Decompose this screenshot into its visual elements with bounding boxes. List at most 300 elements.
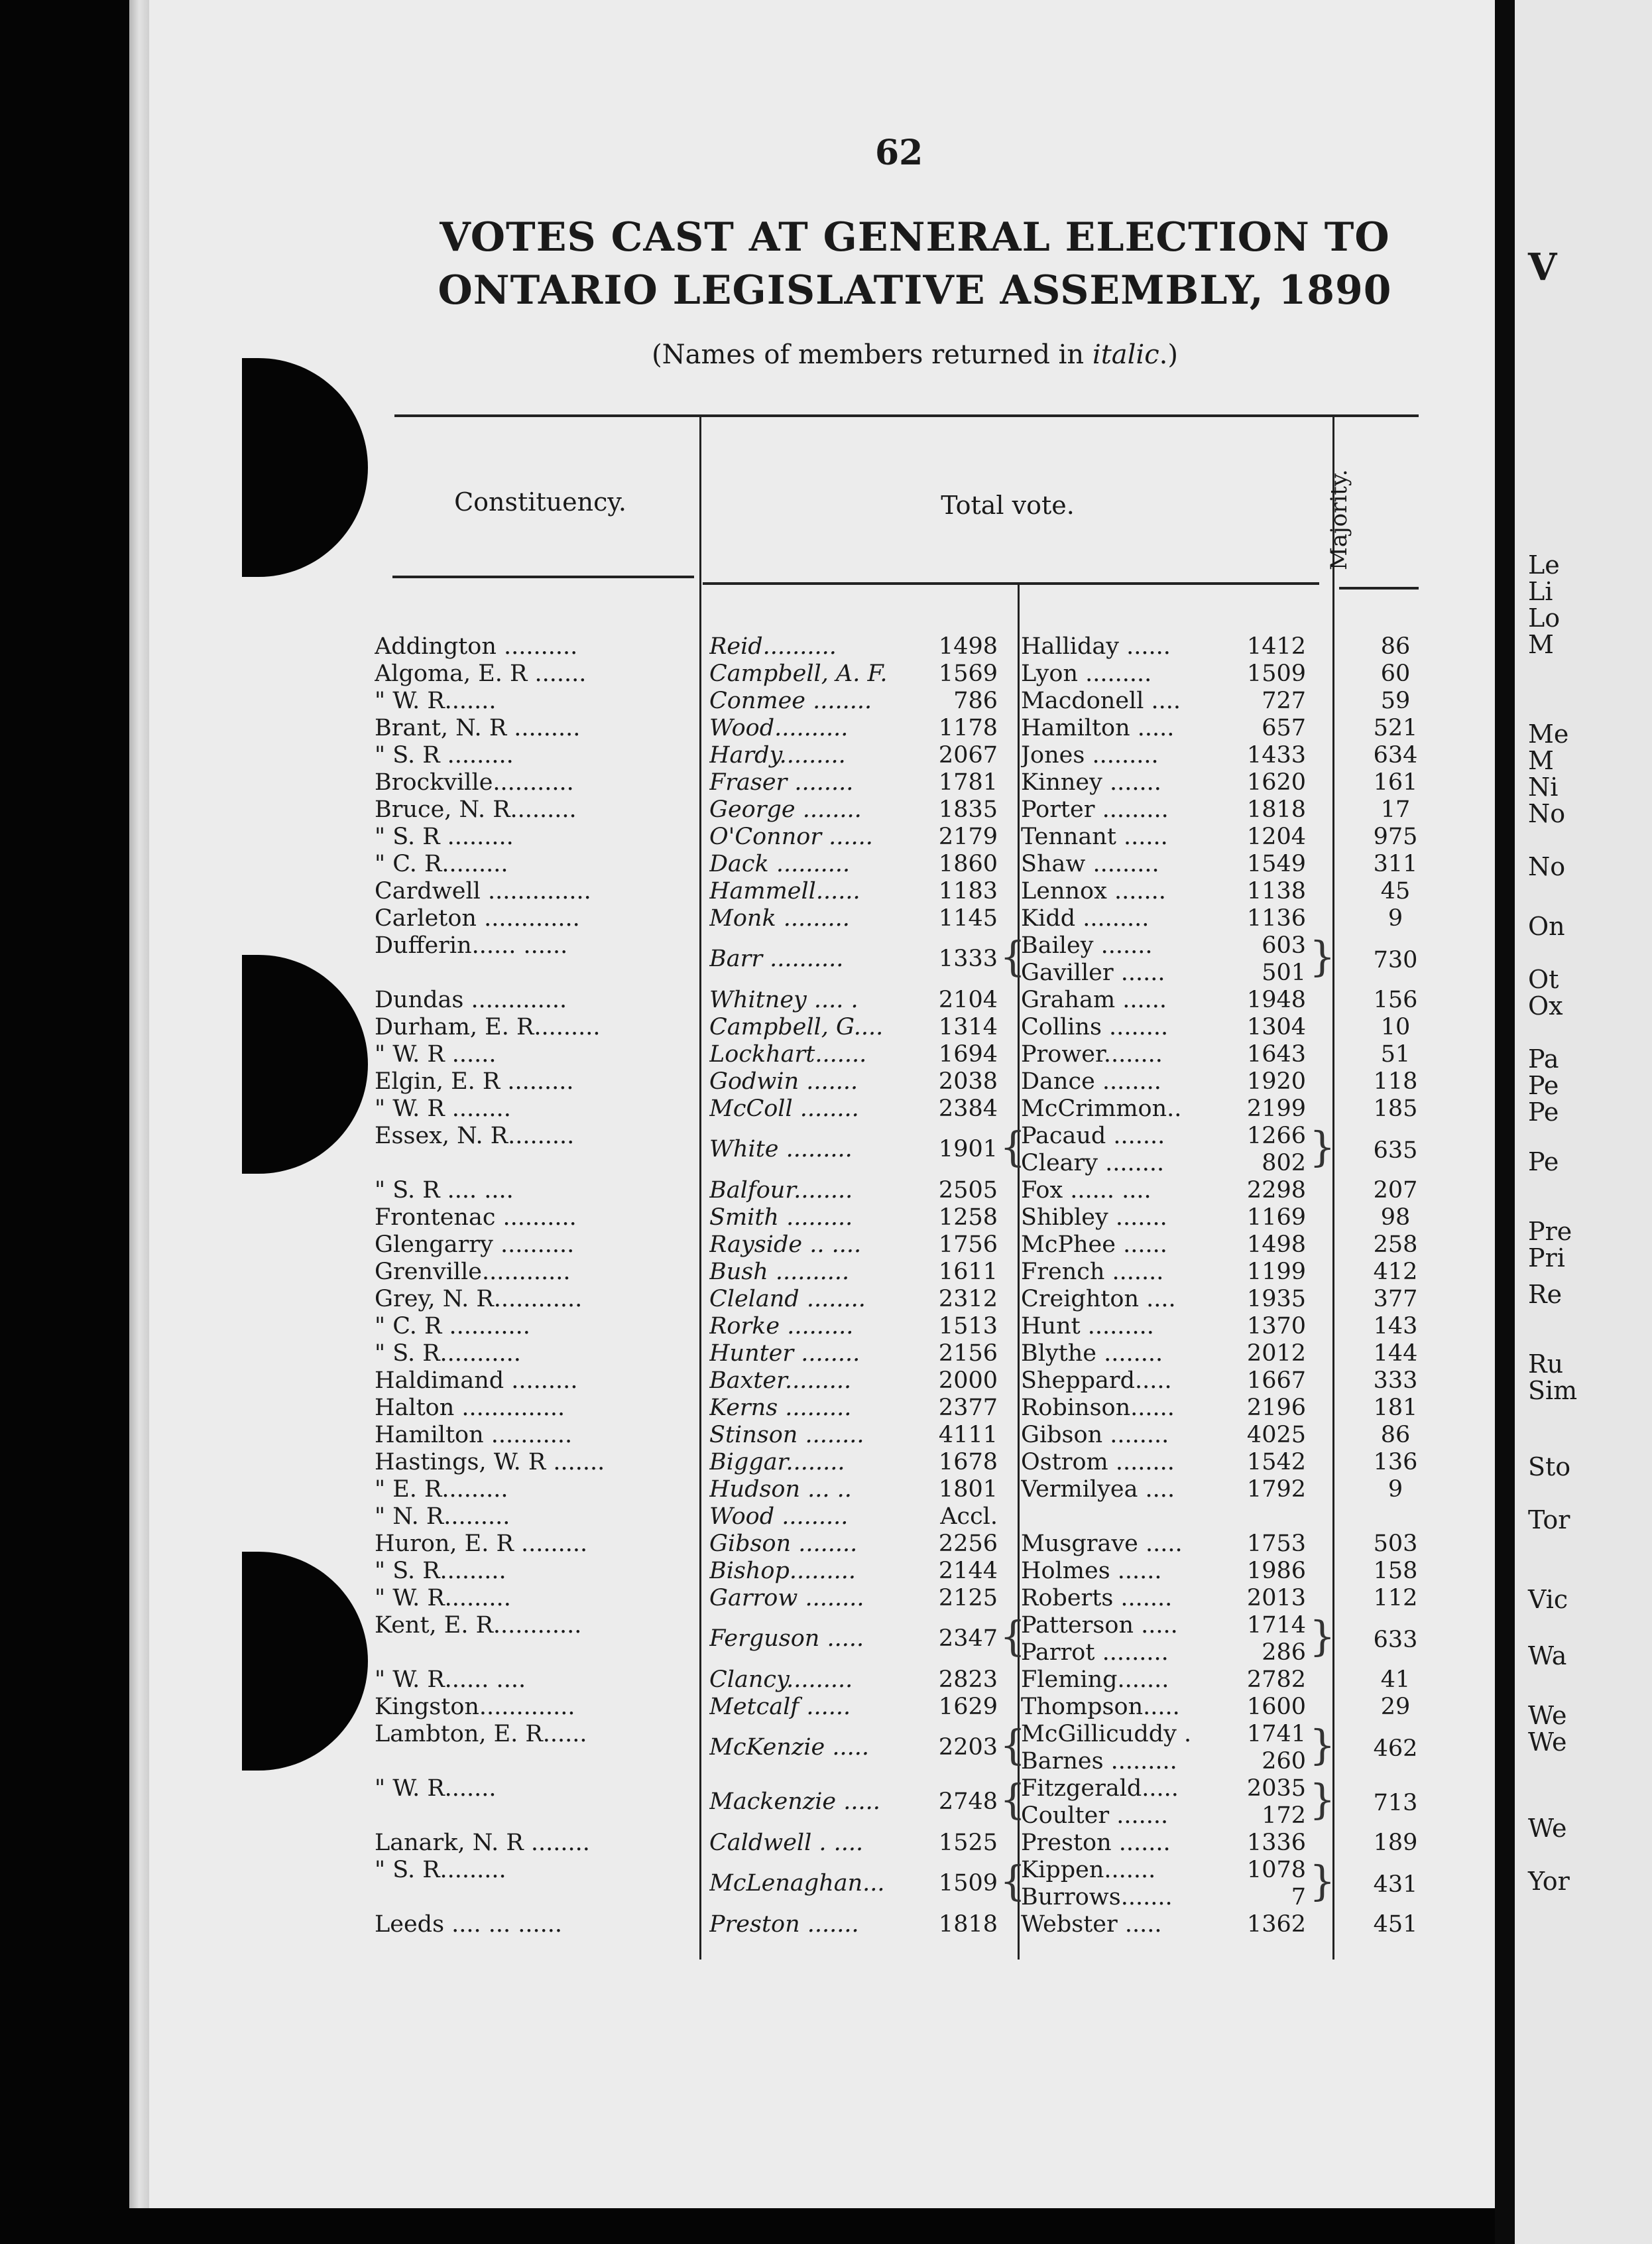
member-cell: Bush ..........	[709, 1259, 850, 1285]
majority-cell: 635	[1373, 1137, 1418, 1164]
adjacent-page	[1515, 0, 1652, 2244]
member-votes-cell: 1509	[938, 1870, 998, 1897]
table-row	[371, 878, 1498, 905]
table-row	[371, 660, 1498, 688]
opponent-cell: Creighton ....	[1021, 1286, 1176, 1312]
majority-cell: 181	[1373, 1395, 1418, 1421]
constituency-cell: Halton ..............	[375, 1395, 565, 1421]
constituency-cell: " W. R.......	[375, 688, 497, 714]
constituency-cell: Kent, E. R............	[375, 1612, 582, 1639]
adjacent-page-fragment: No	[1528, 799, 1566, 828]
majority-cell: 633	[1373, 1627, 1418, 1653]
member-votes-cell: 1781	[938, 769, 998, 796]
majority-cell: 158	[1373, 1558, 1418, 1584]
opponent-cell: Halliday ......	[1021, 633, 1171, 660]
member-cell: Campbell, G....	[709, 1014, 884, 1040]
majority-cell: 86	[1380, 633, 1411, 660]
constituency-cell: Bruce, N. R.........	[375, 796, 577, 823]
table-row	[371, 742, 1498, 769]
opponent-cell: Preston .......	[1021, 1830, 1171, 1856]
header-rule-top	[394, 414, 1419, 417]
opponent-cell: Hamilton .....	[1021, 715, 1175, 741]
majority-cell: 207	[1373, 1177, 1418, 1204]
opponent-votes-cell: 1266	[1246, 1123, 1306, 1149]
table-row	[371, 1068, 1498, 1095]
member-cell: Balfour........	[709, 1177, 853, 1204]
constituency-cell: " E. R.........	[375, 1476, 508, 1503]
page-number: 62	[875, 133, 923, 173]
constituency-cell: Hastings, W. R .......	[375, 1449, 605, 1475]
opponent-votes-cell: 1753	[1246, 1530, 1306, 1557]
member-cell: Dack ..........	[709, 851, 851, 877]
opponent-cell: Barnes .........	[1021, 1748, 1177, 1775]
opponent-votes-cell: 1412	[1246, 633, 1306, 660]
member-cell: Rorke .........	[709, 1313, 854, 1340]
opponent-votes-cell: 2196	[1246, 1395, 1306, 1421]
constituency-cell: Lanark, N. R ........	[375, 1830, 590, 1856]
adjacent-page-fragment: Pri	[1528, 1243, 1565, 1273]
member-votes-cell: 1333	[938, 946, 998, 972]
table-row	[371, 987, 1498, 1014]
opponent-votes-cell: 727	[1262, 688, 1306, 714]
member-cell: Clancy.........	[709, 1666, 853, 1693]
constituency-cell: " W. R.........	[375, 1585, 511, 1611]
member-cell: Lockhart.......	[709, 1041, 867, 1068]
opponent-votes-cell: 1643	[1246, 1041, 1306, 1068]
adjacent-page-fragment: We	[1528, 1701, 1567, 1730]
adjacent-page-fragment: Ot	[1528, 965, 1559, 994]
member-cell: White .........	[709, 1136, 853, 1162]
member-votes-cell: 1513	[938, 1313, 998, 1340]
member-votes-cell: 1569	[938, 660, 998, 687]
opponent-cell: Gaviller ......	[1021, 960, 1165, 986]
adjacent-page-fragment: Li	[1528, 577, 1553, 606]
constituency-cell: Lambton, E. R......	[375, 1721, 587, 1747]
constituency-cell: Haldimand .........	[375, 1367, 578, 1394]
member-cell: Fraser ........	[709, 769, 854, 796]
opponent-votes-cell: 1667	[1246, 1367, 1306, 1394]
table-row	[371, 1775, 1498, 1830]
member-votes-cell: 1756	[938, 1231, 998, 1258]
member-cell: Caldwell . ....	[709, 1830, 864, 1856]
table-row	[371, 1857, 1498, 1911]
opponent-cell: French .......	[1021, 1259, 1164, 1285]
majority-cell: 713	[1373, 1790, 1418, 1816]
opponent-votes-cell: 1138	[1246, 878, 1306, 904]
opponent-cell: Shaw .........	[1021, 851, 1159, 877]
member-votes-cell: 2384	[938, 1095, 998, 1122]
opponent-cell: Parrot .........	[1021, 1639, 1169, 1666]
majority-cell: 17	[1380, 796, 1411, 823]
table-row	[371, 1558, 1498, 1585]
constituency-cell: " S. R .........	[375, 742, 514, 769]
member-cell: Baxter.........	[709, 1367, 852, 1394]
opponent-votes-cell: 1948	[1246, 987, 1306, 1013]
opponent-cell: Prower........	[1021, 1041, 1163, 1068]
table-row	[371, 1585, 1498, 1612]
member-cell: Stinson ........	[709, 1422, 864, 1448]
member-cell: Rayside .. ....	[709, 1231, 862, 1258]
table-row	[371, 1911, 1498, 1938]
constituency-cell: Dundas .............	[375, 987, 567, 1013]
brace-mark: }	[1309, 1775, 1336, 1824]
opponent-votes-cell: 1714	[1246, 1612, 1306, 1639]
majority-cell: 51	[1380, 1041, 1411, 1068]
brace-mark: }	[1309, 1612, 1336, 1660]
opponent-votes-cell: 260	[1262, 1748, 1306, 1775]
opponent-votes-cell: 1741	[1246, 1721, 1306, 1747]
constituency-cell: Huron, E. R .........	[375, 1530, 588, 1557]
majority-cell: 59	[1380, 688, 1411, 714]
member-votes-cell: 1901	[938, 1136, 998, 1162]
brace-mark: {	[1000, 1857, 1026, 1905]
member-cell: Gibson ........	[709, 1530, 858, 1557]
table-row	[371, 1395, 1498, 1422]
majority-cell: 156	[1373, 987, 1418, 1013]
opponent-cell: Kinney .......	[1021, 769, 1161, 796]
member-votes-cell: 4111	[938, 1422, 998, 1448]
opponent-cell: McCrimmon..	[1021, 1095, 1182, 1122]
adjacent-page-fragment: Ox	[1528, 991, 1563, 1021]
member-votes-cell: 1258	[938, 1204, 998, 1231]
opponent-cell: Sheppard.....	[1021, 1367, 1172, 1394]
adjacent-page-fragment: M	[1528, 746, 1554, 775]
majority-cell: 10	[1380, 1014, 1411, 1040]
adjacent-page-fragment: V	[1528, 245, 1557, 289]
header-majority: Majority.	[1326, 469, 1352, 570]
member-votes-cell: 1629	[938, 1694, 998, 1720]
majority-cell: 634	[1373, 742, 1418, 769]
member-cell: Monk .........	[709, 905, 850, 932]
opponent-cell: Hunt .........	[1021, 1313, 1154, 1340]
majority-cell: 377	[1373, 1286, 1418, 1312]
member-votes-cell: 2000	[938, 1367, 998, 1394]
majority-cell: 86	[1380, 1422, 1411, 1448]
opponent-cell: Jones .........	[1021, 742, 1159, 769]
constituency-cell: " W. R ........	[375, 1095, 511, 1122]
member-cell: McLenaghan...	[709, 1870, 885, 1897]
opponent-cell: Collins ........	[1021, 1014, 1169, 1040]
majority-cell: 431	[1373, 1871, 1418, 1898]
constituency-cell: Algoma, E. R .......	[375, 660, 587, 687]
member-votes-cell: 2038	[938, 1068, 998, 1095]
opponent-votes-cell: 1792	[1246, 1476, 1306, 1503]
member-votes-cell: 2505	[938, 1177, 998, 1204]
member-cell: Reid..........	[709, 633, 837, 660]
opponent-votes-cell: 1169	[1246, 1204, 1306, 1231]
opponent-cell: Bailey .......	[1021, 932, 1153, 959]
table-row	[371, 1530, 1498, 1558]
constituency-cell: Grey, N. R............	[375, 1286, 583, 1312]
adjacent-page-fragment: Pe	[1528, 1097, 1559, 1127]
member-votes-cell: 2312	[938, 1286, 998, 1312]
constituency-cell: " S. R .... ....	[375, 1177, 514, 1204]
constituency-cell: Brant, N. R .........	[375, 715, 581, 741]
constituency-cell: Hamilton ...........	[375, 1422, 573, 1448]
member-votes-cell: Accl.	[940, 1503, 998, 1530]
opponent-cell: Roberts .......	[1021, 1585, 1173, 1611]
member-votes-cell: 2347	[938, 1625, 998, 1652]
adjacent-page-fragment: M	[1528, 630, 1554, 659]
member-cell: Metcalf ......	[709, 1694, 851, 1720]
majority-cell: 144	[1373, 1340, 1418, 1367]
opponent-cell: Macdonell ....	[1021, 688, 1181, 714]
majority-cell: 112	[1373, 1585, 1418, 1611]
majority-cell: 9	[1387, 905, 1403, 932]
subtitle-text: (Names of members returned in	[652, 340, 1092, 370]
member-cell: Biggar........	[709, 1449, 845, 1475]
constituency-cell: Cardwell ..............	[375, 878, 591, 904]
majority-cell: 521	[1373, 715, 1418, 741]
adjacent-page-fragment: Lo	[1528, 603, 1561, 633]
opponent-votes-cell: 2199	[1246, 1095, 1306, 1122]
majority-cell: 503	[1373, 1530, 1418, 1557]
opponent-cell: Porter .........	[1021, 796, 1169, 823]
constituency-cell: " S. R...........	[375, 1340, 521, 1367]
opponent-votes-cell: 802	[1262, 1150, 1306, 1176]
member-votes-cell: 1525	[938, 1830, 998, 1856]
majority-cell: 60	[1380, 660, 1411, 687]
brace-mark: {	[1000, 1775, 1026, 1824]
majority-cell: 311	[1373, 851, 1418, 877]
table-row	[371, 1204, 1498, 1231]
table-row	[371, 1830, 1498, 1857]
adjacent-page-fragment: Vic	[1528, 1585, 1568, 1614]
member-votes-cell: 1801	[938, 1476, 998, 1503]
majority-cell: 29	[1380, 1694, 1411, 1720]
member-cell: Preston .......	[709, 1911, 859, 1938]
opponent-cell: Kidd .........	[1021, 905, 1150, 932]
majority-cell: 9	[1387, 1476, 1403, 1503]
member-votes-cell: 2748	[938, 1788, 998, 1815]
adjacent-page-fragment: Ni	[1528, 773, 1559, 802]
constituency-cell: " S. R.........	[375, 1857, 506, 1883]
member-votes-cell: 1818	[938, 1911, 998, 1938]
page-tab-notch	[242, 955, 368, 1174]
opponent-votes-cell: 1136	[1246, 905, 1306, 932]
table-row	[371, 1721, 1498, 1775]
member-cell: Hammell......	[709, 878, 860, 904]
member-votes-cell: 2823	[938, 1666, 998, 1693]
adjacent-page-fragment: Le	[1528, 550, 1560, 580]
table-row	[371, 1503, 1498, 1530]
opponent-votes-cell: 2298	[1246, 1177, 1306, 1204]
opponent-votes-cell: 1498	[1246, 1231, 1306, 1258]
opponent-votes-cell: 1304	[1246, 1014, 1306, 1040]
subtitle	[398, 340, 1432, 370]
majority-cell: 98	[1380, 1204, 1411, 1231]
opponent-cell: Lennox .......	[1021, 878, 1166, 904]
table-row	[371, 1041, 1498, 1068]
member-votes-cell: 2104	[938, 987, 998, 1013]
constituency-cell: Leeds .... ... ......	[375, 1911, 563, 1938]
page-title: VOTES CAST AT GENERAL ELECTION TO ONTARIO LEGISLATIVE ASSEMBLY, 1890	[438, 214, 1392, 314]
adjacent-page-fragment: On	[1528, 912, 1565, 941]
constituency-cell: Addington ..........	[375, 633, 578, 660]
header-rule-constituency	[392, 576, 694, 578]
majority-cell: 975	[1373, 824, 1418, 850]
constituency-cell: Grenville............	[375, 1259, 571, 1285]
adjacent-page-fragment: Pa	[1528, 1044, 1559, 1074]
constituency-cell: Elgin, E. R .........	[375, 1068, 574, 1095]
opponent-votes-cell: 603	[1262, 932, 1306, 959]
adjacent-page-fragment: Sim	[1528, 1376, 1578, 1405]
constituency-cell: Durham, E. R.........	[375, 1014, 601, 1040]
opponent-votes-cell: 7	[1291, 1884, 1306, 1910]
opponent-votes-cell: 2782	[1246, 1666, 1306, 1693]
opponent-cell: Holmes ......	[1021, 1558, 1162, 1584]
opponent-cell: Robinson......	[1021, 1395, 1175, 1421]
member-cell: McColl ........	[709, 1095, 859, 1122]
header-rule-total	[703, 582, 1319, 585]
member-votes-cell: 2203	[938, 1734, 998, 1761]
table-row	[371, 1612, 1498, 1666]
brace-mark: }	[1309, 1857, 1336, 1905]
opponent-cell: Coulter .......	[1021, 1802, 1169, 1829]
table-row	[371, 769, 1498, 796]
table-row	[371, 1666, 1498, 1694]
subtitle-emph: italic	[1092, 340, 1159, 370]
opponent-votes-cell: 1549	[1246, 851, 1306, 877]
member-cell: McKenzie .....	[709, 1734, 870, 1761]
table-row	[371, 1123, 1498, 1177]
majority-cell: 189	[1373, 1830, 1418, 1856]
member-votes-cell: 2179	[938, 824, 998, 850]
table-row	[371, 1095, 1498, 1123]
constituency-cell: Essex, N. R.........	[375, 1123, 575, 1149]
table-row	[371, 1259, 1498, 1286]
brace-mark: {	[1000, 1612, 1026, 1660]
adjacent-page-fragment: Ru	[1528, 1349, 1564, 1379]
opponent-cell: Cleary ........	[1021, 1150, 1165, 1176]
adjacent-page-fragment: We	[1528, 1814, 1567, 1843]
page-tab-notch	[242, 358, 368, 577]
majority-cell: 258	[1373, 1231, 1418, 1258]
results-table	[371, 633, 1498, 1938]
member-cell: O'Connor ......	[709, 824, 873, 850]
table-row	[371, 1014, 1498, 1041]
opponent-cell: Dance ........	[1021, 1068, 1161, 1095]
majority-cell: 730	[1373, 947, 1418, 973]
member-votes-cell: 2125	[938, 1585, 998, 1611]
table-row	[371, 1694, 1498, 1721]
opponent-cell: Shibley .......	[1021, 1204, 1167, 1231]
table-row	[371, 1476, 1498, 1503]
opponent-votes-cell: 1509	[1246, 660, 1306, 687]
adjacent-page-fragment: No	[1528, 852, 1566, 881]
opponent-cell: Gibson ........	[1021, 1422, 1169, 1448]
majority-cell: 185	[1373, 1095, 1418, 1122]
opponent-cell: Ostrom ........	[1021, 1449, 1175, 1475]
member-votes-cell: 2144	[938, 1558, 998, 1584]
adjacent-page-fragment: Me	[1528, 719, 1569, 749]
member-votes-cell: 2156	[938, 1340, 998, 1367]
opponent-votes-cell: 1920	[1246, 1068, 1306, 1095]
majority-cell: 462	[1373, 1735, 1418, 1762]
opponent-cell: Blythe ........	[1021, 1340, 1163, 1367]
opponent-cell: McPhee ......	[1021, 1231, 1167, 1258]
majority-cell: 412	[1373, 1259, 1418, 1285]
constituency-cell: Brockville...........	[375, 769, 574, 796]
table-row	[371, 1367, 1498, 1395]
member-cell: Campbell, A. F.	[709, 660, 888, 687]
opponent-cell: Vermilyea ....	[1021, 1476, 1175, 1503]
constituency-cell: " S. R .........	[375, 824, 514, 850]
opponent-votes-cell: 2012	[1246, 1340, 1306, 1367]
table-row	[371, 932, 1498, 987]
member-votes-cell: 2256	[938, 1530, 998, 1557]
member-cell: Wood .........	[709, 1503, 849, 1530]
member-votes-cell: 1145	[938, 905, 998, 932]
table-row	[371, 851, 1498, 878]
member-cell: Smith .........	[709, 1204, 853, 1231]
header-total-vote: Total vote.	[941, 491, 1075, 520]
member-cell: Hudson ... ..	[709, 1476, 852, 1503]
majority-cell: 451	[1373, 1911, 1418, 1938]
adjacent-page-fragment: Re	[1528, 1280, 1563, 1309]
table-row	[371, 1231, 1498, 1259]
opponent-votes-cell: 2035	[1246, 1775, 1306, 1802]
majority-cell: 41	[1380, 1666, 1411, 1693]
member-votes-cell: 1498	[938, 633, 998, 660]
brace-mark: {	[1000, 1721, 1026, 1769]
opponent-cell: Thompson.....	[1021, 1694, 1180, 1720]
constituency-cell: Glengarry ..........	[375, 1231, 575, 1258]
member-cell: Bishop.........	[709, 1558, 856, 1584]
constituency-cell: " W. R ......	[375, 1041, 497, 1068]
member-votes-cell: 2377	[938, 1395, 998, 1421]
table-row	[371, 1422, 1498, 1449]
member-votes-cell: 1860	[938, 851, 998, 877]
majority-cell: 143	[1373, 1313, 1418, 1340]
opponent-votes-cell: 1370	[1246, 1313, 1306, 1340]
opponent-votes-cell: 1078	[1246, 1857, 1306, 1883]
opponent-cell: Pacaud .......	[1021, 1123, 1165, 1149]
member-votes-cell: 1611	[938, 1259, 998, 1285]
member-cell: Hardy.........	[709, 742, 846, 769]
table-row	[371, 688, 1498, 715]
opponent-votes-cell: 1362	[1246, 1911, 1306, 1938]
opponent-cell: Patterson .....	[1021, 1612, 1178, 1639]
constituency-cell: " C. R.........	[375, 851, 508, 877]
constituency-cell: " W. R.......	[375, 1775, 497, 1802]
brace-mark: }	[1309, 932, 1336, 981]
adjacent-page-fragment: We	[1528, 1727, 1567, 1757]
opponent-votes-cell: 657	[1262, 715, 1306, 741]
adjacent-page-fragment: Pre	[1528, 1217, 1572, 1246]
brace-mark: }	[1309, 1721, 1336, 1769]
member-cell: Ferguson .....	[709, 1625, 864, 1652]
table-row	[371, 633, 1498, 660]
member-cell: Garrow ........	[709, 1585, 864, 1611]
constituency-cell: Frontenac ..........	[375, 1204, 577, 1231]
member-cell: Conmee ........	[709, 688, 872, 714]
adjacent-page-fragment: Wa	[1528, 1641, 1567, 1670]
member-cell: George ........	[709, 796, 862, 823]
constituency-cell: " C. R ...........	[375, 1313, 530, 1340]
opponent-cell: Burrows.......	[1021, 1884, 1173, 1910]
member-votes-cell: 1835	[938, 796, 998, 823]
opponent-votes-cell: 4025	[1246, 1422, 1306, 1448]
table-row	[371, 1177, 1498, 1204]
table-row	[371, 1313, 1498, 1340]
table-row	[371, 824, 1498, 851]
brace-mark: {	[1000, 932, 1026, 981]
page-tab-notch	[242, 1552, 368, 1771]
member-cell: Cleland ........	[709, 1286, 866, 1312]
member-votes-cell: 2067	[938, 742, 998, 769]
adjacent-page-fragment: Yor	[1528, 1867, 1570, 1896]
